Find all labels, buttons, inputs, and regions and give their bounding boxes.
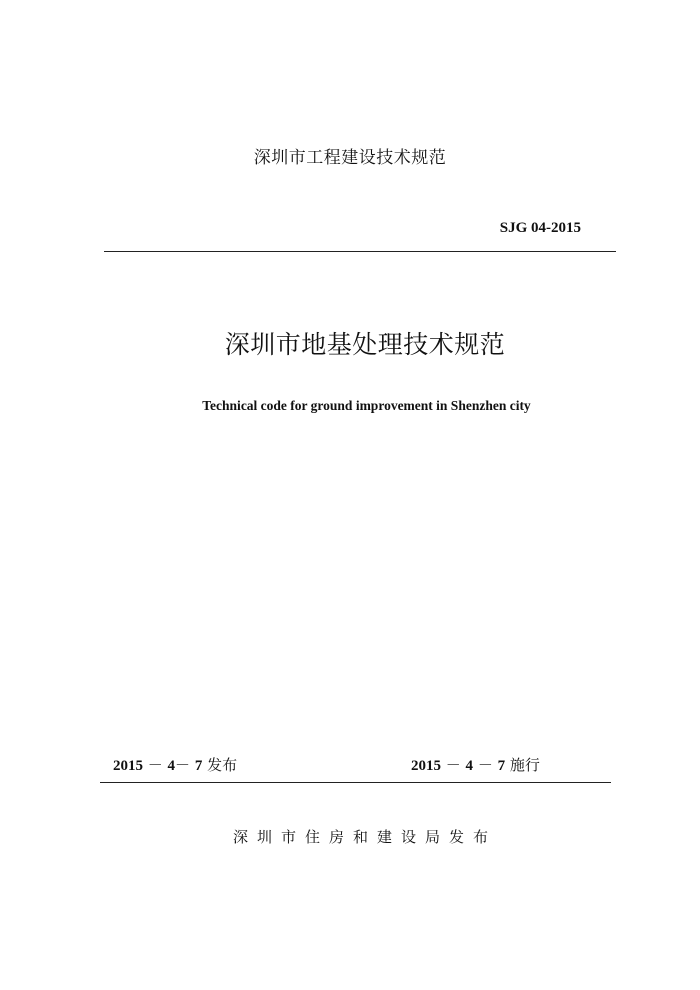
english-title: Technical code for ground improvement in Shenzhen city — [202, 398, 531, 413]
top-divider — [104, 251, 616, 252]
effective-year: 2015 — [411, 758, 441, 774]
publisher: 深圳市住房和建设局发布 — [232, 828, 497, 846]
issue-separator-2: － — [175, 756, 195, 774]
effective-separator-1: － — [441, 756, 466, 774]
effective-separator-2: － — [473, 756, 498, 774]
issue-year: 2015 — [113, 758, 143, 774]
bottom-divider — [100, 782, 611, 783]
issue-separator-1: － — [143, 756, 168, 774]
document-title: 深圳市地基处理技术规范 — [224, 330, 506, 359]
effective-month: 4 — [465, 758, 474, 774]
issue-date — [113, 754, 237, 775]
effective-label: 施行 — [505, 756, 540, 774]
issue-day: 7 — [194, 758, 203, 774]
effective-date — [411, 754, 540, 775]
series-title: 深圳市工程建设技术规范 — [253, 148, 447, 168]
issue-label: 发布 — [202, 756, 238, 774]
standard-code-number: SJG 04-2015 — [499, 220, 581, 236]
effective-day: 7 — [497, 758, 506, 774]
issue-month: 4 — [167, 758, 176, 774]
